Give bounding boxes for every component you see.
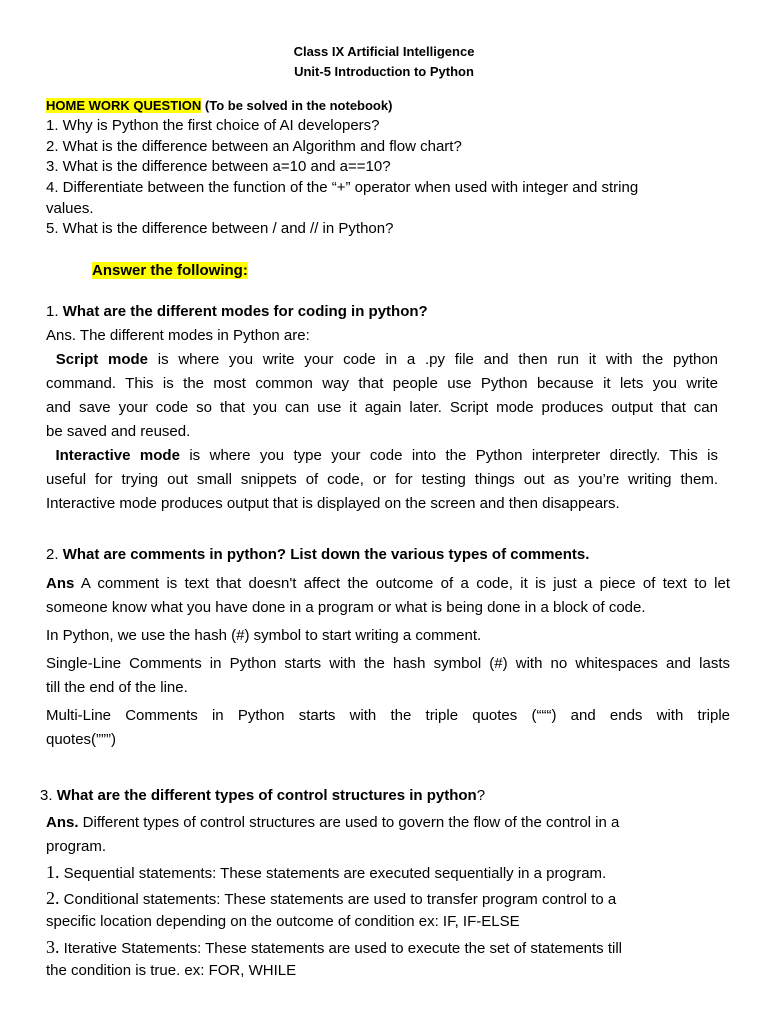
- answer-1-script-line-3: and save your code so that you can use it again later. Script mode produces output that can: [46, 399, 718, 416]
- interactive-mode-text-1: is where you type your code into the Python interpreter directly. This is: [179, 447, 718, 464]
- answer-1-question-text: What are the different modes for coding in python?: [62, 303, 428, 320]
- answer-2-line-4: Single-Line Comments in Python starts with the hash symbol (#) with no whitespaces and lasts: [46, 655, 730, 672]
- interactive-mode-label: Interactive mode: [55, 447, 180, 464]
- answer-1-interactive-line-2: useful for trying out small snippets of code, or for testing things out as you’re writing them.: [46, 471, 718, 488]
- answer-3-ans-label: Ans.: [46, 814, 79, 831]
- document-subtitle: Unit-5 Introduction to Python: [294, 64, 474, 79]
- answer-3-line-2: program.: [46, 838, 107, 855]
- answer-1-interactive-line-3: Interactive mode produces output that is displayed on the screen and then disappears.: [46, 495, 620, 512]
- script-mode-text-1: is where you write your code in a .py file and then run it with the python: [148, 351, 719, 368]
- answer-3-item-2-cont: specific location depending on the outcome of condition ex: IF, IF-ELSE: [46, 913, 520, 930]
- answer-2-line-2: someone know what you have done in a program or what is being done in a block of code.: [46, 599, 646, 616]
- answer-2-ans-label: Ans: [46, 575, 75, 592]
- answer-3-question-mark: ?: [476, 787, 486, 804]
- answer-3-item-3: [46, 937, 622, 959]
- answer-2-question-text: What are comments in python? List down the various types of comments.: [62, 546, 590, 563]
- answer-3-question: [40, 786, 485, 806]
- answer-3-text-1: Different types of control structures are used to govern the flow of the control in a: [78, 814, 620, 831]
- answer-1-interactive-line-1: [46, 446, 718, 466]
- answer-2-line-7: quotes(”””): [46, 731, 117, 748]
- answer-2-line-5: till the end of the line.: [46, 679, 188, 696]
- answer-3-item-2-text: Conditional statements: These statements are used to transfer program control to a: [59, 891, 617, 908]
- answer-heading: [92, 261, 248, 281]
- answer-2-line-1: [46, 574, 730, 594]
- homework-heading: [46, 96, 392, 116]
- answer-3-item-3-cont: the condition is true. ex: FOR, WHILE: [46, 962, 297, 979]
- answer-2-line-3: In Python, we use the hash (#) symbol to start writing a comment.: [46, 627, 482, 644]
- answer-2-number: 2.: [46, 546, 63, 563]
- answer-2-line-6: Multi-Line Comments in Python starts with the triple quotes (“““) and ends with triple: [46, 707, 730, 724]
- answer-3-question-text: What are the different types of control structures in python: [56, 787, 477, 804]
- answer-3-item-1-number: 1.: [46, 862, 60, 882]
- answer-heading-text: Answer the following:: [92, 262, 248, 279]
- answer-3-item-1-text: Sequential statements: These statements are executed sequentially in a program.: [59, 865, 607, 882]
- answer-3-line-1: [46, 813, 619, 833]
- answer-3-item-3-number: 3.: [46, 937, 60, 957]
- homework-question-1: 1. Why is Python the first choice of AI developers?: [46, 117, 380, 134]
- homework-question-4-cont: values.: [46, 200, 94, 217]
- answer-3-item-2: [46, 888, 616, 910]
- answer-1-intro: Ans. The different modes in Python are:: [46, 327, 310, 344]
- answer-2-text-1: A comment is text that doesn't affect the outcome of a code, it is just a piece of text to let: [74, 575, 730, 592]
- answer-3-number: 3.: [40, 787, 57, 804]
- homework-question-2: 2. What is the difference between an Algorithm and flow chart?: [46, 138, 462, 155]
- answer-1-script-line-4: be saved and reused.: [46, 423, 191, 440]
- answer-2-question: [46, 545, 589, 565]
- homework-label: HOME WORK QUESTION: [46, 98, 202, 113]
- answer-1-number: 1.: [46, 303, 63, 320]
- homework-question-3: 3. What is the difference between a=10 and a==10?: [46, 158, 391, 175]
- document-title: Class IX Artificial Intelligence: [293, 44, 475, 59]
- homework-question-4: 4. Differentiate between the function of the “+” operator when used with integer and string: [46, 179, 639, 196]
- script-mode-label: Script mode: [55, 351, 149, 368]
- answer-1-script-line-2: command. This is the most common way that people use Python because it lets you write: [46, 375, 718, 392]
- answer-3-item-3-text: Iterative Statements: These statements are used to execute the set of statements till: [59, 940, 623, 957]
- answer-1-script-line-1: [46, 350, 718, 370]
- answer-1-question: [46, 302, 428, 322]
- homework-question-5: 5. What is the difference between / and // in Python?: [46, 220, 394, 237]
- answer-3-item-1: [46, 862, 606, 884]
- answer-3-item-2-number: 2.: [46, 888, 60, 908]
- homework-note: (To be solved in the notebook): [201, 98, 393, 113]
